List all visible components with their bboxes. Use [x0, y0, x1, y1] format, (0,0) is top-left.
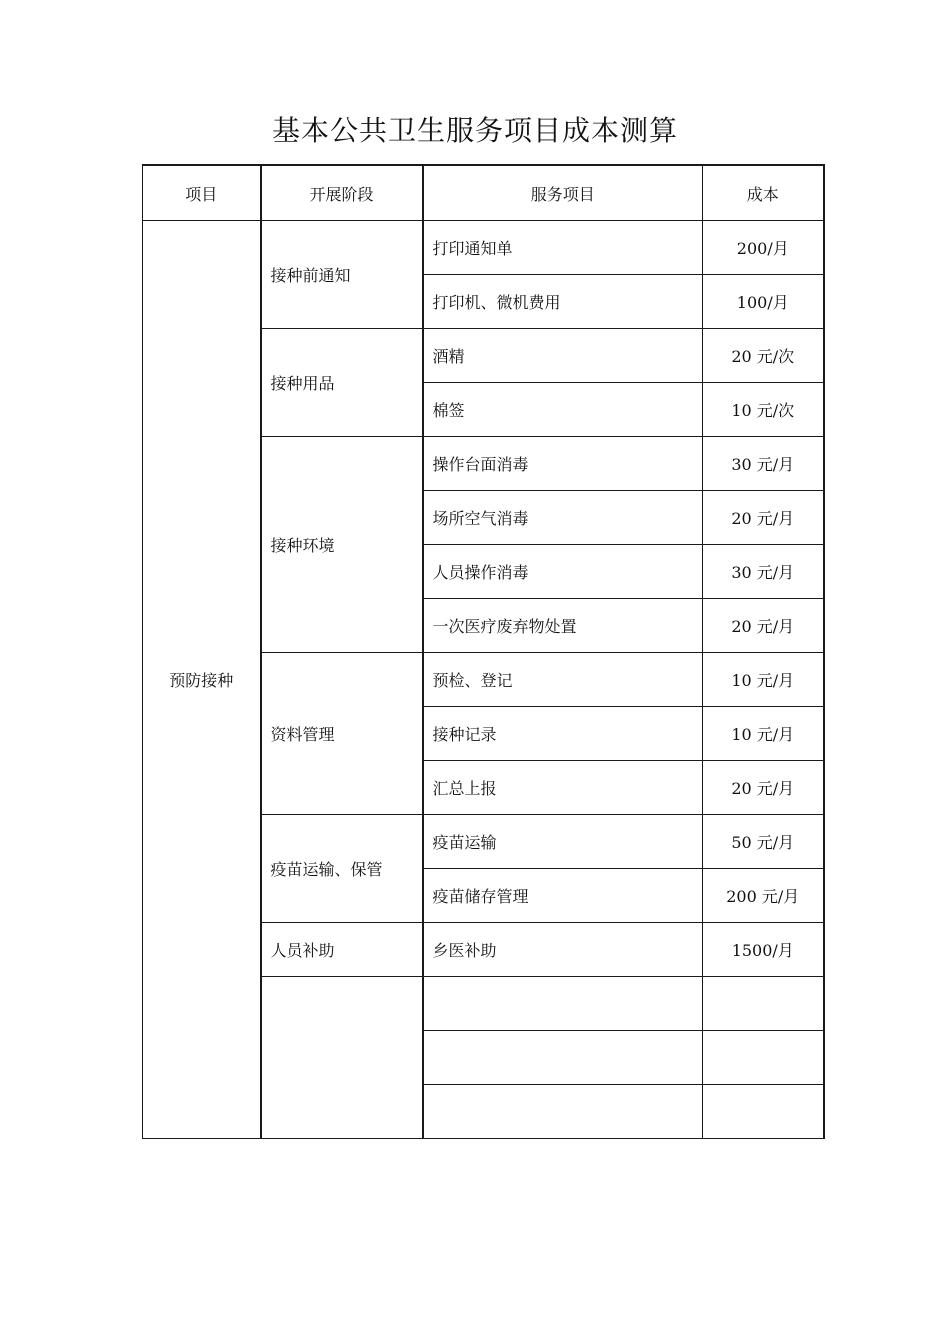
header-service: 服务项目	[423, 165, 703, 221]
stage-cell: 接种用品	[261, 329, 423, 437]
service-cell: 一次医疗废弃物处置	[423, 599, 703, 653]
stage-cell: 接种环境	[261, 437, 423, 653]
cost-cell: 50 元/月	[703, 815, 824, 869]
service-cell: 操作台面消毒	[423, 437, 703, 491]
stage-cell: 人员补助	[261, 923, 423, 977]
cost-cell: 20 元/次	[703, 329, 824, 383]
header-stage: 开展阶段	[261, 165, 423, 221]
service-cell: 汇总上报	[423, 761, 703, 815]
stage-cell: 接种前通知	[261, 221, 423, 329]
stage-cell: 资料管理	[261, 653, 423, 815]
service-cell: 打印机、微机费用	[423, 275, 703, 329]
cost-cell: 1500/月	[703, 923, 824, 977]
service-cell: 预检、登记	[423, 653, 703, 707]
service-cell: 人员操作消毒	[423, 545, 703, 599]
service-cell	[423, 977, 703, 1031]
service-cell: 乡医补助	[423, 923, 703, 977]
service-cell: 棉签	[423, 383, 703, 437]
table-header-row	[143, 165, 824, 221]
cost-cell: 200/月	[703, 221, 824, 275]
cost-cell: 30 元/月	[703, 545, 824, 599]
project-cell: 预防接种	[143, 221, 261, 1139]
cost-cell: 20 元/月	[703, 491, 824, 545]
service-cell: 接种记录	[423, 707, 703, 761]
page-title: 基本公共卫生服务项目成本测算	[271, 114, 678, 147]
service-cell: 疫苗储存管理	[423, 869, 703, 923]
cost-cell: 20 元/月	[703, 761, 824, 815]
cost-cell: 30 元/月	[703, 437, 824, 491]
cost-cell: 20 元/月	[703, 599, 824, 653]
header-cost: 成本	[703, 165, 824, 221]
service-cell: 场所空气消毒	[423, 491, 703, 545]
stage-cell: 疫苗运输、保管	[261, 815, 423, 923]
service-cell	[423, 1031, 703, 1085]
cost-table	[142, 164, 825, 1139]
service-cell	[423, 1085, 703, 1139]
service-cell: 打印通知单	[423, 221, 703, 275]
cost-cell: 100/月	[703, 275, 824, 329]
cost-cell: 200 元/月	[703, 869, 824, 923]
cost-cell: 10 元/次	[703, 383, 824, 437]
cost-cell	[703, 1085, 824, 1139]
cost-cell: 10 元/月	[703, 707, 824, 761]
header-project: 项目	[143, 165, 261, 221]
stage-cell	[261, 977, 423, 1139]
cost-cell	[703, 977, 824, 1031]
cost-cell	[703, 1031, 824, 1085]
cost-cell: 10 元/月	[703, 653, 824, 707]
service-cell: 酒精	[423, 329, 703, 383]
service-cell: 疫苗运输	[423, 815, 703, 869]
table-row	[143, 221, 824, 275]
